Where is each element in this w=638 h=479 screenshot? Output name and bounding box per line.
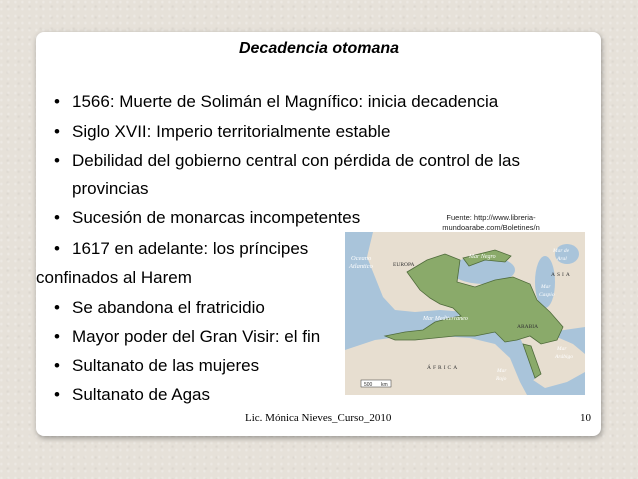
- map-caspian-sea: [535, 256, 555, 308]
- bullet-item: [54, 356, 259, 376]
- map-label-mar-negro: Mar Negro: [469, 254, 496, 260]
- map-label-mar-rojo-2: Rojo: [496, 376, 507, 382]
- map-scale-value: 500: [364, 382, 373, 388]
- map-label-mar-rojo-1: Mar: [497, 368, 507, 374]
- map-label-asia: ASIA: [551, 272, 572, 278]
- bullet-item: [54, 327, 320, 347]
- page-number: 10: [580, 412, 591, 424]
- map-label-atlantico: Atlantico: [349, 263, 373, 270]
- bullet-item: [54, 239, 308, 259]
- bullet-text: 1566: Muerte de Solimán el Magnífico: inicia decadencia: [72, 92, 499, 111]
- bullet-symbol: •: [54, 92, 60, 111]
- map-label-mar-arabigo-1: Mar: [557, 346, 567, 352]
- bullet-symbol: •: [54, 239, 60, 258]
- map-label-mar-mediterraneo: Mar Mediterráneo: [423, 316, 468, 322]
- bullet-symbol: •: [54, 327, 60, 346]
- bullet-text: Debilidad del gobierno central con pérdida de control de las: [72, 151, 520, 170]
- bullet-symbol: •: [54, 385, 60, 404]
- bullet-symbol: •: [54, 356, 60, 375]
- ottoman-empire-map: [345, 232, 585, 395]
- slide-title: Decadencia otomana: [238, 40, 400, 57]
- bullet-item: [54, 385, 210, 405]
- bullet-text: Sultanato de Agas: [72, 385, 211, 404]
- map-scale-unit: km: [381, 382, 388, 388]
- bullet-symbol: •: [54, 122, 60, 141]
- map-label-mar-arabigo-2: Arábigo: [555, 354, 574, 360]
- map-label-mar-de-aral-1: Mar de: [553, 248, 570, 254]
- bullet-text: Siglo XVII: Imperio territorialmente estable: [72, 122, 391, 141]
- bullet-text: Se abandona el fratricidio: [72, 298, 265, 317]
- map-label-oceano: Oceano: [351, 255, 372, 262]
- bullet-text: Sucesión de monarcas incompetentes: [72, 208, 361, 227]
- bullet-continuation: confinados al Harem: [36, 268, 192, 287]
- map-label-mar-caspio-1: Mar: [541, 284, 551, 290]
- map-label-europa: EUROPA: [393, 262, 415, 268]
- source-line: Fuente: http://www.libreria-mundoarabe.com/Boletines/n: [442, 213, 540, 232]
- bullet-text: 1617 en adelante: los príncipes: [72, 239, 309, 258]
- bullet-text: Sultanato de las mujeres: [72, 356, 260, 375]
- map-label-arabia: ARABIA: [517, 324, 539, 330]
- bullet-item: [54, 151, 520, 171]
- bullet-symbol: •: [54, 298, 60, 317]
- map-label-africa: ÁFRICA: [427, 365, 460, 371]
- bullet-symbol: •: [54, 151, 60, 170]
- bullet-text: Mayor poder del Gran Visir: el fin: [72, 327, 321, 346]
- map-label-mar-de-aral-2: Aral: [557, 256, 567, 262]
- footer-author: Lic. Mónica Nieves_Curso_2010: [245, 412, 392, 424]
- bullet-item: [54, 208, 360, 228]
- bullet-item: [54, 122, 390, 142]
- bullet-item: [54, 298, 265, 318]
- bullet-continuation: provincias: [72, 179, 149, 198]
- map-label-mar-caspio-2: Caspio: [539, 292, 555, 298]
- bullet-symbol: •: [54, 208, 60, 227]
- bullet-item: [54, 92, 498, 112]
